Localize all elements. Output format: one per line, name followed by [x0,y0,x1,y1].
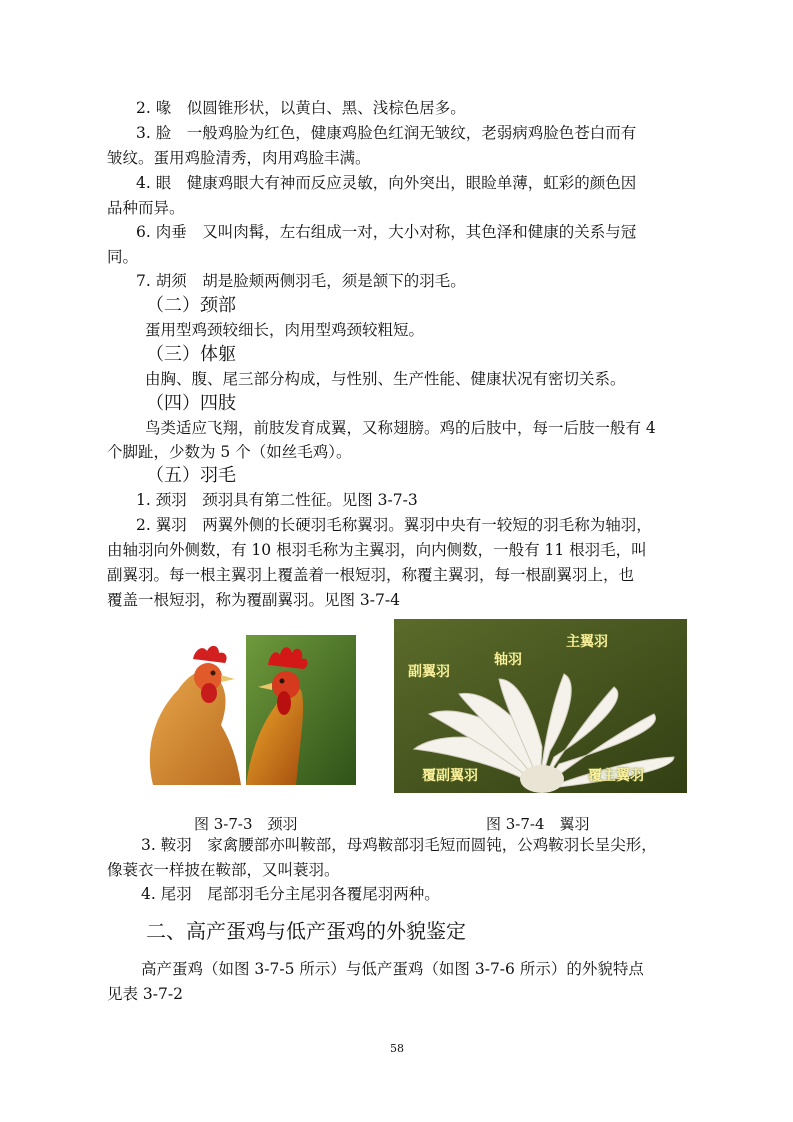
text-line-limbs-cont: 个脚趾，少数为 5 个（如丝毛鸡）。 [107,443,352,461]
text-line-face: 3. 脸 一般鸡脸为红色，健康鸡脸色红润无皱纹，老弱病鸡脸色苍白而有 [136,124,637,142]
text-line-eye-cont: 品种而异。 [107,199,185,217]
section-heading-trunk: （三）体躯 [146,344,236,365]
text-line-beard: 7. 胡须 胡是脸颊两侧羽毛，须是颔下的羽毛。 [136,272,466,290]
wing-feather-photo [394,619,687,793]
section-heading-limbs: （四）四肢 [146,393,236,414]
label-primary-covert-feathers: 覆主翼羽 [588,768,644,784]
text-line-beak: 2. 喙 似圆锥形状，以黄白、黑、浅棕色居多。 [136,99,466,117]
text-line-neck-feather: 1. 颈羽 颈羽具有第二性征。见图 3-7-3 [136,491,418,509]
section-heading-feathers: （五）羽毛 [146,465,236,486]
text-line-face-cont: 皱纹。蛋用鸡脸清秀，肉用鸡脸丰满。 [107,149,371,167]
section-heading-egg-layer-appraisal: 二、高产蛋鸡与低产蛋鸡的外貌鉴定 [146,919,466,943]
section-heading-neck: （二）颈部 [146,295,236,316]
text-line-appraisal-cont: 见表 3-7-2 [107,985,183,1003]
text-line-tail: 4. 尾羽 尾部羽毛分主尾羽各覆尾羽两种。 [141,885,440,903]
page-number: 58 [390,1042,404,1055]
text-line-neck: 蛋用型鸡颈较细长，肉用型鸡颈较粗短。 [145,321,425,339]
text-line-wing-cont-1: 由轴羽向外侧数，有 10 根羽毛称为主翼羽，向内侧数，一般有 11 根羽毛，叫 [107,541,647,559]
label-axial-feather: 轴羽 [494,652,522,668]
text-line-eye: 4. 眼 健康鸡眼大有神而反应灵敏，向外突出，眼睑单薄，虹彩的颜色因 [136,174,637,192]
hen-neck-photo [133,635,243,785]
text-line-wattle-cont: 同。 [107,248,139,266]
text-line-saddle: 3. 鞍羽 家禽腰部亦叫鞍部，母鸡鞍部羽毛短而圆钝，公鸡鞍羽长呈尖形， [141,836,657,854]
text-line-appraisal: 高产蛋鸡（如图 3-7-5 所示）与低产蛋鸡（如图 3-7-6 所示）的外貌特点 [141,960,644,978]
text-line-saddle-cont: 像蓑衣一样披在鞍部，又叫蓑羽。 [107,861,340,879]
text-line-wing-feather: 2. 翼羽 两翼外侧的长硬羽毛称翼羽。翼羽中央有一较短的羽毛称为轴羽， [136,516,652,534]
rooster-neck-photo [246,635,356,785]
text-line-trunk: 由胸、腹、尾三部分构成，与性别、生产性能、健康状况有密切关系。 [145,370,626,388]
label-secondary-covert-feathers: 覆副翼羽 [422,768,478,784]
figure-caption-3-7-4: 图 3-7-4 翼羽 [486,815,590,833]
text-line-wing-cont-3: 覆盖一根短羽，称为覆副翼羽。见图 3-7-4 [107,591,400,609]
figure-caption-3-7-3: 图 3-7-3 颈羽 [194,815,298,833]
text-line-limbs: 鸟类适应飞翔，前肢发育成翼，又称翅膀。鸡的后肢中，每一后肢一般有 4 [145,419,656,437]
label-secondary-feathers: 副翼羽 [408,664,450,680]
text-line-wattle: 6. 肉垂 又叫肉髯，左右组成一对，大小对称，其色泽和健康的关系与冠 [136,223,637,241]
label-primary-feathers: 主翼羽 [566,634,608,650]
text-line-wing-cont-2: 副翼羽。每一根主翼羽上覆盖着一根短羽，称覆主翼羽，每一根副翼羽上，也 [107,566,635,584]
